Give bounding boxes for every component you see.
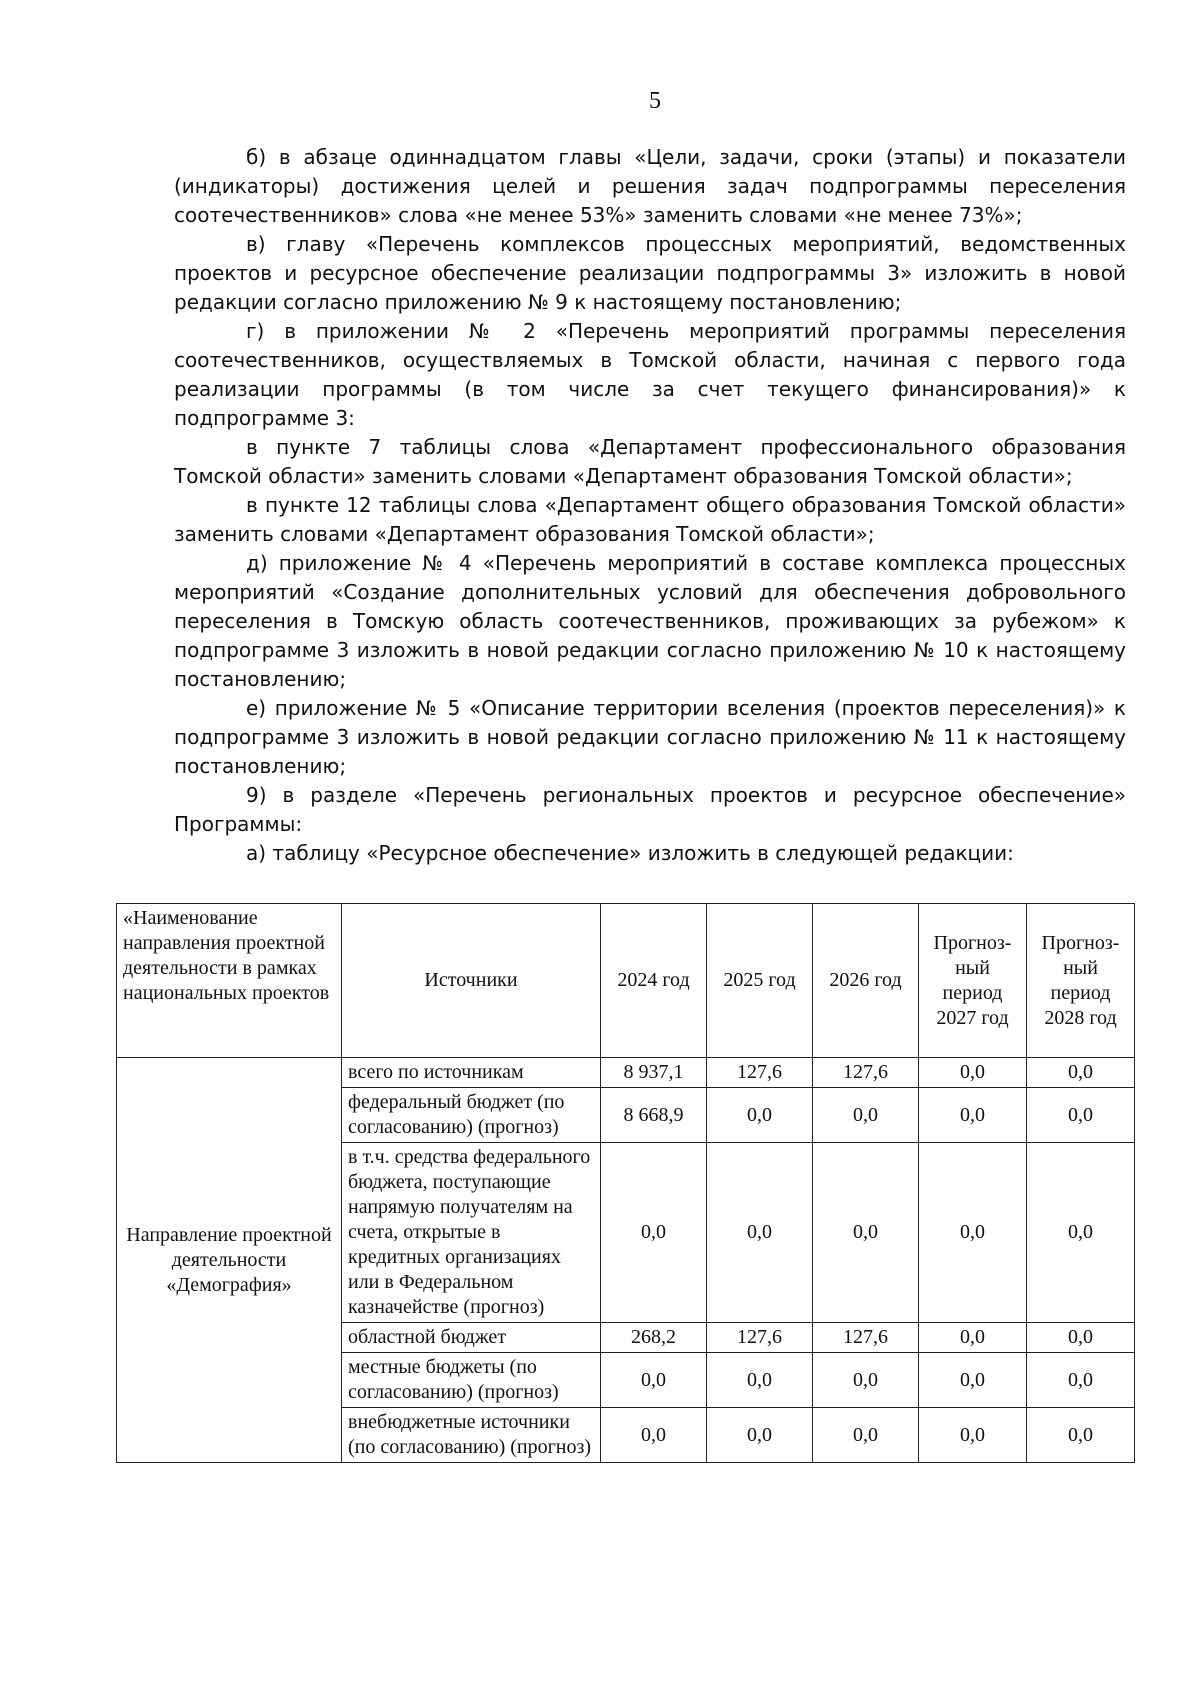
paragraph-item-12: в пункте 12 таблицы слова «Департамент общего образования Томской области» заменить словами «Департамент образования Томской области»; xyxy=(174,493,1126,546)
value-2024: 8 668,9 xyxy=(601,1088,707,1143)
header-2024: 2024 год xyxy=(601,904,707,1058)
value-2027: 0,0 xyxy=(919,1353,1027,1408)
value-2025: 0,0 xyxy=(707,1408,813,1463)
value-2027: 0,0 xyxy=(919,1323,1027,1353)
value-2028: 0,0 xyxy=(1027,1088,1135,1143)
header-forecast-2028: Прогноз-ный период 2028 год xyxy=(1027,904,1135,1058)
value-2026: 0,0 xyxy=(813,1088,919,1143)
value-2028: 0,0 xyxy=(1027,1143,1135,1323)
paragraph-9a: а) таблицу «Ресурсное обеспечение» изложить в следующей редакции: xyxy=(246,841,1014,865)
paragraph-d: д) приложение № 4 «Перечень мероприятий в составе комплекса процессных мероприятий «Создание дополнительных условий для обеспечения добровольного переселения в Томскую область соотечественников, проживающих за рубежом» к подпрограмме 3 изложить в новой редакции согласно приложению № 10 к настоящему постановлению; xyxy=(174,551,1126,691)
value-2024: 0,0 xyxy=(601,1353,707,1408)
value-2026: 127,6 xyxy=(813,1058,919,1088)
header-forecast-2027: Прогноз-ный период 2027 год xyxy=(919,904,1027,1058)
paragraph-b: б) в абзаце одиннадцатом главы «Цели, задачи, сроки (этапы) и показатели (индикаторы) достижения целей и решения задач подпрограммы переселения соотечественников» слова «не менее 53%» заменить словами «не менее 73%»; xyxy=(174,145,1126,227)
value-2024: 0,0 xyxy=(601,1143,707,1323)
table-header-row xyxy=(117,904,1135,1058)
value-2025: 0,0 xyxy=(707,1088,813,1143)
value-2025: 0,0 xyxy=(707,1143,813,1323)
source-cell: местные бюджеты (по согласованию) (прогноз) xyxy=(342,1353,601,1408)
header-2026: 2026 год xyxy=(813,904,919,1058)
value-2024: 268,2 xyxy=(601,1323,707,1353)
header-2025: 2025 год xyxy=(707,904,813,1058)
value-2027: 0,0 xyxy=(919,1088,1027,1143)
source-cell: федеральный бюджет (по согласованию) (прогноз) xyxy=(342,1088,601,1143)
value-2027: 0,0 xyxy=(919,1143,1027,1323)
paragraph-v: в) главу «Перечень комплексов процессных мероприятий, ведомственных проектов и ресурсное обеспечение реализации подпрограммы 3» изложить в новой редакции согласно приложению № 9 к настоящему постановлению; xyxy=(174,232,1126,314)
source-cell: всего по источникам xyxy=(342,1058,601,1088)
value-2026: 0,0 xyxy=(813,1353,919,1408)
value-2026: 0,0 xyxy=(813,1408,919,1463)
value-2028: 0,0 xyxy=(1027,1408,1135,1463)
header-sources: Источники xyxy=(342,904,601,1058)
header-direction-name: «Наименование направления проектной деятельности в рамках национальных проектов xyxy=(117,904,342,1058)
direction-name-cell: Направление проектной деятельности «Демография» xyxy=(117,1058,342,1463)
page-number: 5 xyxy=(649,88,661,114)
document-body xyxy=(174,143,1126,868)
paragraph-g: г) в приложении № 2 «Перечень мероприятий программы переселения соотечественников, осуществляемых в Томской области, начиная с первого года реализации программы (в том числе за счет текущего финансирования)» к подпрограмме 3: xyxy=(174,319,1126,430)
value-2026: 0,0 xyxy=(813,1143,919,1323)
value-2028: 0,0 xyxy=(1027,1323,1135,1353)
paragraph-item-7: в пункте 7 таблицы слова «Департамент профессионального образования Томской области» заменить словами «Департамент образования Томской области»; xyxy=(174,435,1126,488)
value-2025: 0,0 xyxy=(707,1353,813,1408)
resource-table xyxy=(116,903,1135,1463)
value-2028: 0,0 xyxy=(1027,1353,1135,1408)
source-cell: внебюджетные источники (по согласованию) (прогноз) xyxy=(342,1408,601,1463)
value-2024: 8 937,1 xyxy=(601,1058,707,1088)
paragraph-9: 9) в разделе «Перечень региональных проектов и ресурсное обеспечение» Программы: xyxy=(174,783,1126,836)
value-2026: 127,6 xyxy=(813,1323,919,1353)
value-2027: 0,0 xyxy=(919,1408,1027,1463)
value-2024: 0,0 xyxy=(601,1408,707,1463)
paragraph-e: е) приложение № 5 «Описание территории вселения (проектов переселения)» к подпрограмме 3 изложить в новой редакции согласно приложению № 11 к настоящему постановлению; xyxy=(174,696,1126,778)
value-2025: 127,6 xyxy=(707,1058,813,1088)
value-2028: 0,0 xyxy=(1027,1058,1135,1088)
value-2025: 127,6 xyxy=(707,1323,813,1353)
value-2027: 0,0 xyxy=(919,1058,1027,1088)
source-cell: областной бюджет xyxy=(342,1323,601,1353)
source-cell: в т.ч. средства федерального бюджета, поступающие напрямую получателям на счета, открытые в кредитных организациях или в Федеральном казначействе (прогноз) xyxy=(342,1143,601,1323)
table-row xyxy=(117,1058,1135,1088)
